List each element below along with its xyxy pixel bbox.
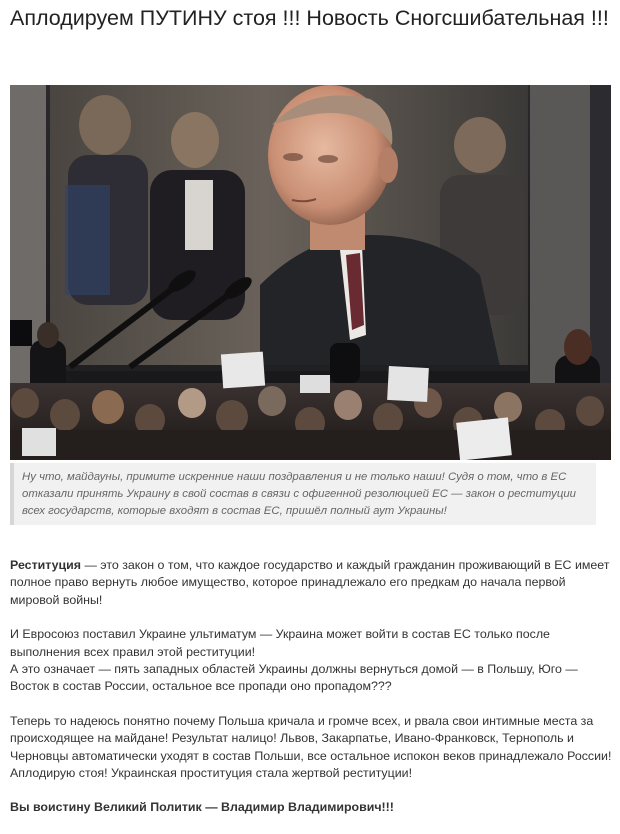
photo-caption: Ну что, майдауны, примите искренние наши поздравления и не только наши! Судя о том, что в ЕС отказали принять Украину в свой состав в связи с офигенной резолюцией ЕС — закон о реституции всех государств, которые входят в состав ЕС, пришёл полный аут Украины!	[10, 463, 596, 525]
article-body	[10, 557, 616, 834]
article-photo	[10, 85, 611, 460]
paragraph-1-text: — это закон о том, что каждое государство и каждый гражданин проживающий в ЕС имеет полное право вернуть любое имущество, которое принадлежало его предкам до начала первой мировой войны!	[10, 558, 610, 607]
lead-term: Реституция	[10, 558, 81, 572]
paragraph-2-line-2: А это означает — пять западных областей Украины должны вернуться домой — в Польшу, Юго — Восток в состав России, остальное все пропади оно пропадом???	[10, 662, 578, 694]
closing-line: Вы воистину Великий Политик — Владимир Владимирович!!!	[10, 800, 394, 815]
paragraph-3: Теперь то надеюсь понятно почему Польша кричала и громче всех, и рвала свои интимные места за происходящее на майдане! Результат налицо! Львов, Закарпатье, Ивано-Франковск, Тернополь и Черновцы автоматически уходят в состав Польши, все остальное испокон веков принадлежало России! Аплодирую стоя! Украинская проституция стала жертвой реституции!	[10, 713, 612, 781]
article-headline: Аплодируем ПУТИНУ стоя !!! Новость Сногсшибательная !!!	[10, 6, 609, 30]
paragraph-2-line-1: И Евросоюз поставил Украине ультиматум — Украина может войти в состав ЕС только после выполнения всех правил этой реституции!	[10, 627, 550, 659]
paragraph-2	[10, 626, 616, 696]
paragraph-1	[10, 557, 616, 609]
